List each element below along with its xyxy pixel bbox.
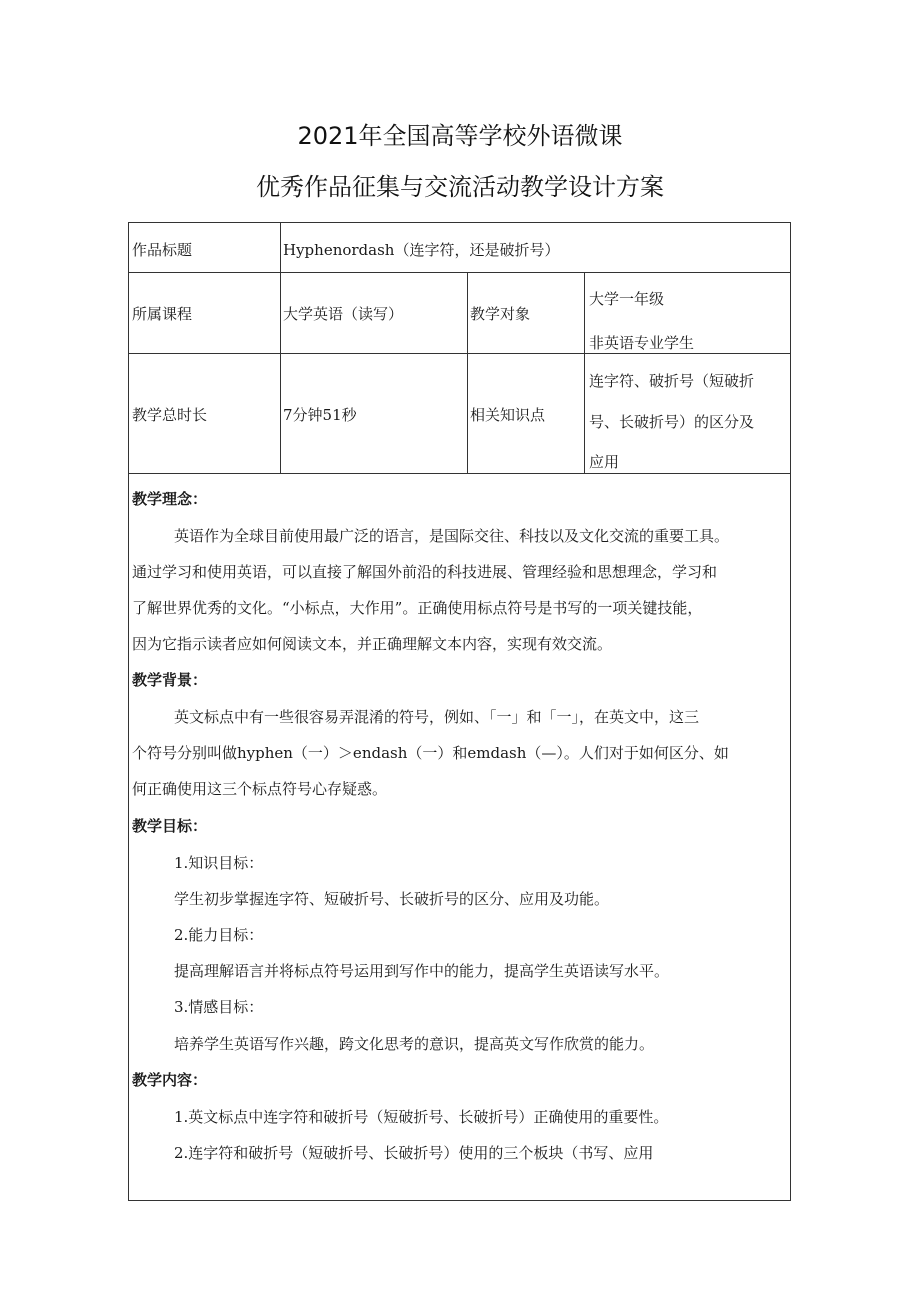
philosophy-text-line: 因为它指示读者应如何阅读文本，并正确理解文本内容，实现有效交流。 [132, 635, 613, 653]
philosophy-heading: 教学理念： [132, 490, 208, 508]
knowledge-line1: 连字符、破折号（短破折 [589, 372, 755, 390]
goal-knowledge-title: 1.知识目标： [174, 854, 264, 872]
goals-heading: 教学目标： [132, 817, 208, 835]
background-heading: 教学背景： [132, 671, 208, 689]
grid-line [129, 473, 790, 474]
audience-line2: 非英语专业学生 [589, 334, 695, 352]
knowledge-line3: 应用 [589, 453, 620, 471]
duration-label: 教学总时长 [132, 406, 208, 424]
duration-value: 7分钟51秒 [283, 406, 357, 424]
audience-line1: 大学一年级 [589, 290, 665, 308]
goal-knowledge-text: 学生初步掌握连字符、短破折号、长破折号的区分、应用及功能。 [174, 890, 610, 908]
course-value: 大学英语（读写） [283, 305, 404, 323]
document-title-line2: 优秀作品征集与交流活动教学设计方案 [256, 173, 664, 201]
design-table [128, 222, 791, 1201]
content-item: 2.连字符和破折号（短破折号、长破折号）使用的三个板块（书写、应用 [174, 1144, 654, 1162]
philosophy-text-line: 英语作为全球目前使用最广泛的语言，是国际交往、科技以及文化交流的重要工具。 [174, 527, 730, 545]
philosophy-text-line: 了解世界优秀的文化。“小标点，大作用”。正确使用标点符号是书写的一项关键技能， [132, 599, 703, 617]
grid-line [467, 272, 468, 473]
content-item: 1.英文标点中连字符和破折号（短破折号、长破折号）正确使用的重要性。 [174, 1108, 669, 1126]
background-text-line: 个符号分别叫做hyphen（一）＞endash（一）和emdash（—）。人们对于如何区分、如 [132, 744, 729, 762]
background-text-line: 何正确使用这三个标点符号心存疑惑。 [132, 780, 388, 798]
content-heading: 教学内容： [132, 1071, 208, 1089]
course-label: 所属课程 [132, 305, 193, 323]
goal-ability-title: 2.能力目标： [174, 926, 264, 944]
background-text-line: 英文标点中有一些很容易弄混淆的符号，例如、「一」和「一」，在英文中，这三 [174, 708, 700, 726]
document-title-line1: 2021年全国高等学校外语微课 [297, 122, 623, 150]
goal-ability-text: 提高理解语言并将标点符号运用到写作中的能力，提高学生英语读写水平。 [174, 962, 670, 980]
knowledge-line2: 号、长破折号）的区分及 [589, 413, 755, 431]
philosophy-text-line: 通过学习和使用英语，可以直接了解国外前沿的科技进展、管理经验和思想理念，学习和 [132, 563, 718, 581]
grid-line [129, 353, 790, 354]
work-title-label: 作品标题 [132, 241, 193, 259]
audience-label: 教学对象 [470, 305, 531, 323]
grid-line [129, 272, 790, 273]
grid-line [584, 272, 585, 473]
work-title-value: Hyphenordash（连字符，还是破折号） [283, 241, 560, 259]
knowledge-label: 相关知识点 [470, 406, 546, 424]
grid-line [280, 223, 281, 473]
goal-emotion-title: 3.情感目标： [174, 998, 264, 1016]
goal-emotion-text: 培养学生英语写作兴趣，跨文化思考的意识，提高英文写作欣赏的能力。 [174, 1035, 655, 1053]
